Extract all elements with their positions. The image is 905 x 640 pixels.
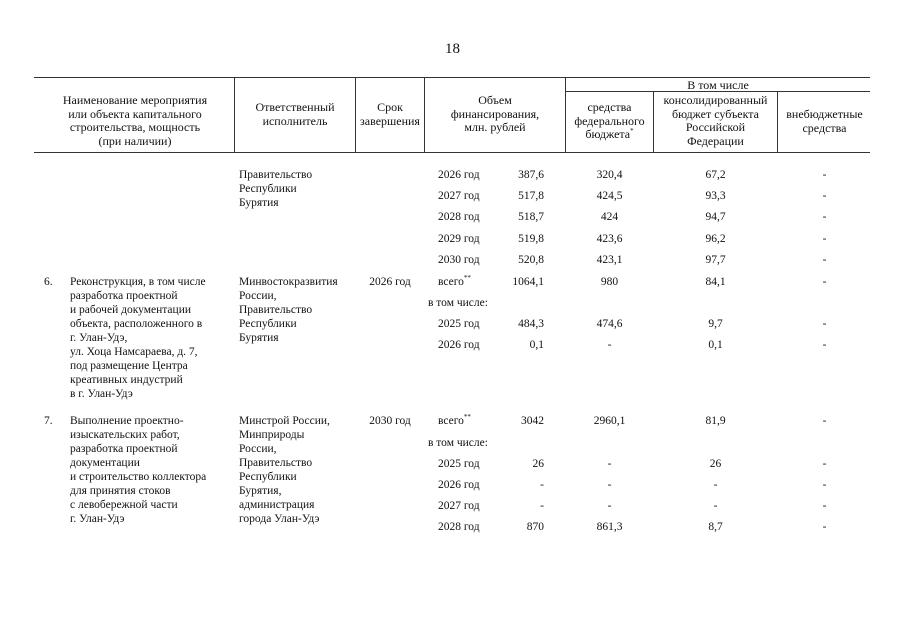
funding-total: 484,3 bbox=[518, 318, 544, 330]
funding-regional: 94,7 bbox=[705, 211, 726, 223]
funding-federal: 424,5 bbox=[596, 190, 623, 202]
header-regional: консолидированный бюджет субъекта Российской Федерации bbox=[663, 93, 768, 148]
header-funding: Объем финансирования, млн. рублей bbox=[450, 93, 540, 134]
page-number: 18 bbox=[445, 41, 460, 57]
funding-total: 517,8 bbox=[518, 190, 544, 202]
funding-total: 387,6 bbox=[518, 169, 544, 181]
header-deadline: Срок завершения bbox=[360, 100, 420, 128]
funding-regional: 96,2 bbox=[705, 233, 726, 245]
funding-total: 518,7 bbox=[518, 211, 544, 223]
header-executor: Ответственный исполнитель bbox=[255, 100, 335, 128]
funding-regional: 9,7 bbox=[708, 318, 723, 330]
funding-year-label: 2028 год bbox=[438, 211, 480, 223]
funding-federal: - bbox=[607, 458, 612, 470]
row-executor: Правительство Республики Бурятия bbox=[239, 169, 313, 209]
col-divider-3 bbox=[424, 77, 425, 152]
funding-year-label: 2025 год bbox=[438, 458, 480, 470]
funding-regional: - bbox=[713, 479, 718, 491]
funding-total: 1064,1 bbox=[512, 276, 544, 288]
funding-regional: 8,7 bbox=[708, 521, 723, 533]
funding-total: - bbox=[540, 479, 544, 491]
funding-extrabudget: - bbox=[822, 415, 827, 427]
funding-including-label: в том числе: bbox=[428, 437, 488, 449]
header-bottom-rule bbox=[34, 152, 870, 153]
funding-federal: - bbox=[607, 479, 612, 491]
funding-federal: 423,6 bbox=[596, 233, 623, 245]
footnote-mark: * bbox=[630, 127, 634, 135]
funding-year-label: 2027 год bbox=[438, 500, 480, 512]
funding-regional: 0,1 bbox=[708, 339, 723, 351]
funding-year-label: 2030 год bbox=[438, 254, 480, 266]
row-name: Реконструкция, в том числе разработка проектной и рабочей документации объекта, расположенного в г. Улан-Удэ, ул. Хоца Намсараева, д. 7, под размещение Центра креативных индустрий в г. Улан-Удэ bbox=[70, 276, 206, 400]
funding-federal: 861,3 bbox=[596, 521, 623, 533]
header-including: В том числе bbox=[687, 78, 749, 92]
row-executor: Минвостокразвития России, Правительство Республики Бурятия bbox=[239, 276, 338, 344]
funding-total: 519,8 bbox=[518, 233, 544, 245]
funding-extrabudget: - bbox=[822, 190, 827, 202]
funding-extrabudget: - bbox=[822, 458, 827, 470]
funding-extrabudget: - bbox=[822, 318, 827, 330]
funding-regional: 93,3 bbox=[705, 190, 726, 202]
funding-total: - bbox=[540, 500, 544, 512]
funding-federal: - bbox=[607, 339, 612, 351]
funding-total: 26 bbox=[532, 458, 544, 470]
funding-extrabudget: - bbox=[822, 276, 827, 288]
funding-total-label: всего** bbox=[438, 413, 471, 427]
funding-extrabudget: - bbox=[822, 211, 827, 223]
funding-extrabudget: - bbox=[822, 339, 827, 351]
funding-extrabudget: - bbox=[822, 521, 827, 533]
funding-regional: 97,7 bbox=[705, 254, 726, 266]
funding-extrabudget: - bbox=[822, 479, 827, 491]
funding-year-label: 2025 год bbox=[438, 318, 480, 330]
header-extrabudget: внебюджетные средства bbox=[786, 107, 863, 135]
funding-regional: - bbox=[713, 500, 718, 512]
funding-regional: 84,1 bbox=[705, 276, 726, 288]
funding-year-label: 2027 год bbox=[438, 190, 480, 202]
funding-federal: 423,1 bbox=[596, 254, 623, 266]
row-number: 7. bbox=[44, 415, 53, 427]
funding-extrabudget: - bbox=[822, 254, 827, 266]
row-executor: Минстрой России, Минприроды России, Правительство Республики Бурятия, администрация города Улан-Удэ bbox=[239, 415, 330, 525]
col-divider-2 bbox=[355, 77, 356, 152]
footnote-mark: ** bbox=[463, 274, 471, 283]
funding-year-label: 2026 год bbox=[438, 169, 480, 181]
col-divider-6 bbox=[777, 91, 778, 152]
funding-regional: 26 bbox=[709, 458, 722, 470]
funding-year-label: 2026 год bbox=[438, 339, 480, 351]
col-divider-4 bbox=[565, 77, 566, 152]
funding-total: 870 bbox=[526, 521, 544, 533]
funding-total: 0,1 bbox=[529, 339, 544, 351]
header-federal: средства федерального бюджета* bbox=[574, 100, 645, 141]
funding-regional: 67,2 bbox=[705, 169, 726, 181]
funding-federal: 424 bbox=[600, 211, 619, 223]
header-name: Наименование мероприятия или объекта капитального строительства, мощность (при наличии) bbox=[62, 93, 208, 148]
funding-extrabudget: - bbox=[822, 169, 827, 181]
footnote-mark: ** bbox=[463, 413, 471, 422]
row-deadline: 2030 год bbox=[369, 415, 411, 427]
funding-federal: 980 bbox=[600, 276, 619, 288]
funding-federal: 2960,1 bbox=[593, 415, 626, 427]
funding-extrabudget: - bbox=[822, 500, 827, 512]
funding-including-label: в том числе: bbox=[428, 297, 488, 309]
funding-regional: 81,9 bbox=[705, 415, 726, 427]
funding-federal: - bbox=[607, 500, 612, 512]
row-name: Выполнение проектно- изыскательских работ, разработка проектной документации и строительство коллектора для принятия стоков с левобережной части г. Улан-Удэ bbox=[70, 415, 207, 525]
funding-extrabudget: - bbox=[822, 233, 827, 245]
funding-year-label: 2029 год bbox=[438, 233, 480, 245]
funding-federal: 474,6 bbox=[596, 318, 623, 330]
funding-total-label: всего** bbox=[438, 274, 471, 288]
funding-federal: 320,4 bbox=[596, 169, 623, 181]
funding-year-label: 2028 год bbox=[438, 521, 480, 533]
row-deadline: 2026 год bbox=[369, 276, 411, 288]
funding-total: 3042 bbox=[521, 415, 544, 427]
col-divider-1 bbox=[234, 77, 235, 152]
funding-year-label: 2026 год bbox=[438, 479, 480, 491]
col-divider-5 bbox=[653, 91, 654, 152]
row-number: 6. bbox=[44, 276, 53, 288]
funding-total: 520,8 bbox=[518, 254, 544, 266]
